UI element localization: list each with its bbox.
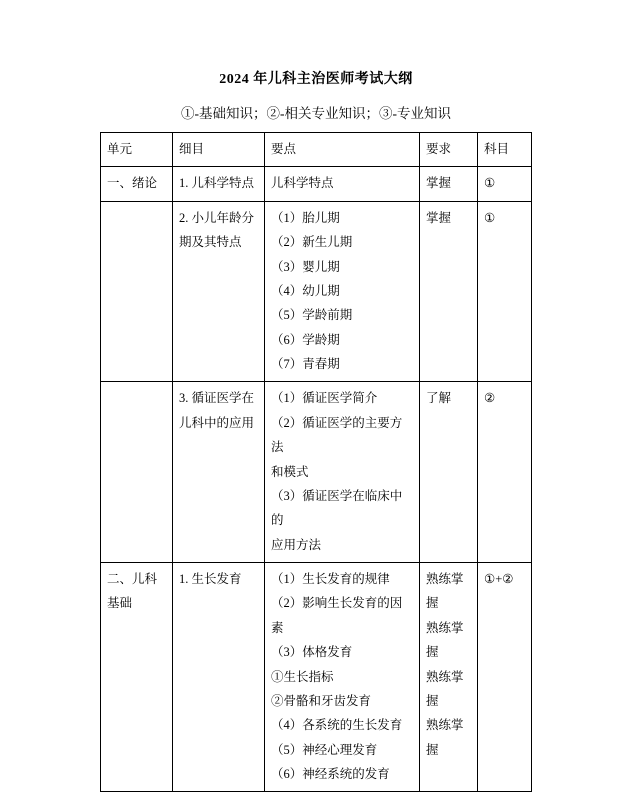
subject-legend: ①-基础知识；②-相关专业知识；③-专业知识 [181, 106, 451, 121]
detail-line: 3. 循证医学在 [179, 391, 255, 406]
requirement-line: 熟练掌 [426, 718, 464, 733]
point-line: （3）婴儿期 [271, 259, 340, 274]
cell-point [265, 167, 420, 201]
point-line: （4）各系统的生长发育 [271, 718, 403, 733]
point-line: （3）体格发育 [271, 645, 353, 660]
cell-unit [101, 167, 173, 201]
requirement-line: 熟练掌 [426, 669, 464, 684]
cell-point [265, 201, 420, 382]
detail-line: 2. 小儿年龄分 [179, 210, 255, 225]
unit-line: 一、绪论 [107, 176, 158, 191]
requirement-line: 了解 [426, 391, 452, 406]
detail-line: 期及其特点 [179, 235, 242, 250]
column-header-point: 要点 [265, 133, 420, 167]
table-row [101, 167, 532, 201]
column-header-subject: 科目 [478, 133, 532, 167]
cell-unit [101, 201, 173, 382]
document-page [0, 68, 632, 781]
point-line: 和模式 [271, 464, 309, 479]
table-header-row [101, 133, 532, 167]
detail-line: 1. 儿科学特点 [179, 176, 255, 191]
requirement-line: 掌握 [426, 210, 452, 225]
detail-line: 1. 生长发育 [179, 572, 242, 586]
subject-line: ① [484, 176, 496, 191]
detail-line: 儿科中的应用 [179, 415, 255, 430]
requirement-line: 握 [426, 596, 439, 611]
point-line: 儿科学特点 [271, 176, 334, 191]
point-line: ②骨骼和牙齿发育 [271, 693, 372, 708]
point-line: （6）神经系统的发育 [271, 767, 390, 781]
point-line: （1）胎儿期 [271, 210, 340, 225]
subject-line: ② [484, 391, 496, 406]
column-header-unit: 单元 [101, 133, 173, 167]
cell-requirement [420, 201, 478, 382]
requirement-line: 握 [426, 742, 439, 757]
subject-line: ①+② [484, 572, 514, 586]
cell-subject [478, 167, 532, 201]
point-line: （7）青春期 [271, 357, 340, 371]
subject-line: ① [484, 210, 496, 225]
cell-requirement [420, 167, 478, 201]
page-title: 2024 年儿科主治医师考试大纲 [219, 72, 413, 87]
cell-subject [478, 382, 532, 563]
cell-unit [101, 563, 173, 792]
cell-detail [173, 167, 265, 201]
cell-detail [173, 201, 265, 382]
cell-subject [478, 563, 532, 792]
requirement-line: 熟练掌 [426, 620, 464, 635]
cell-requirement [420, 382, 478, 563]
column-header-requirement: 要求 [420, 133, 478, 167]
point-line: （5）神经心理发育 [271, 742, 378, 757]
table-row [101, 201, 532, 382]
point-line: （1）生长发育的规律 [271, 572, 390, 586]
point-line: （1）循证医学简介 [271, 391, 378, 406]
cell-subject [478, 201, 532, 382]
cell-requirement [420, 563, 478, 792]
table-row [101, 563, 532, 792]
requirement-line: 握 [426, 693, 439, 708]
exam-outline-table [100, 132, 532, 792]
point-line: （2）新生儿期 [271, 235, 353, 250]
requirement-line: 熟练掌 [426, 572, 464, 586]
cell-point [265, 563, 420, 792]
point-line: （6）学龄期 [271, 332, 340, 347]
requirement-line: 掌握 [426, 176, 452, 191]
point-line: （5）学龄前期 [271, 308, 353, 323]
cell-detail [173, 563, 265, 792]
point-line: （2）影响生长发育的因素 [271, 596, 403, 635]
point-line: ①生长指标 [271, 669, 334, 684]
table-row [101, 382, 532, 563]
cell-unit [101, 382, 173, 563]
cell-detail [173, 382, 265, 563]
point-line: （3）循证医学在临床中的 [271, 488, 403, 528]
unit-line: 基础 [107, 596, 133, 611]
point-line: 应用方法 [271, 537, 322, 552]
requirement-line: 握 [426, 645, 439, 660]
unit-line: 二、儿科 [107, 572, 158, 586]
cell-point [265, 382, 420, 563]
point-line: （2）循证医学的主要方法 [271, 415, 403, 455]
column-header-detail: 细目 [173, 133, 265, 167]
point-line: （4）幼儿期 [271, 283, 340, 298]
